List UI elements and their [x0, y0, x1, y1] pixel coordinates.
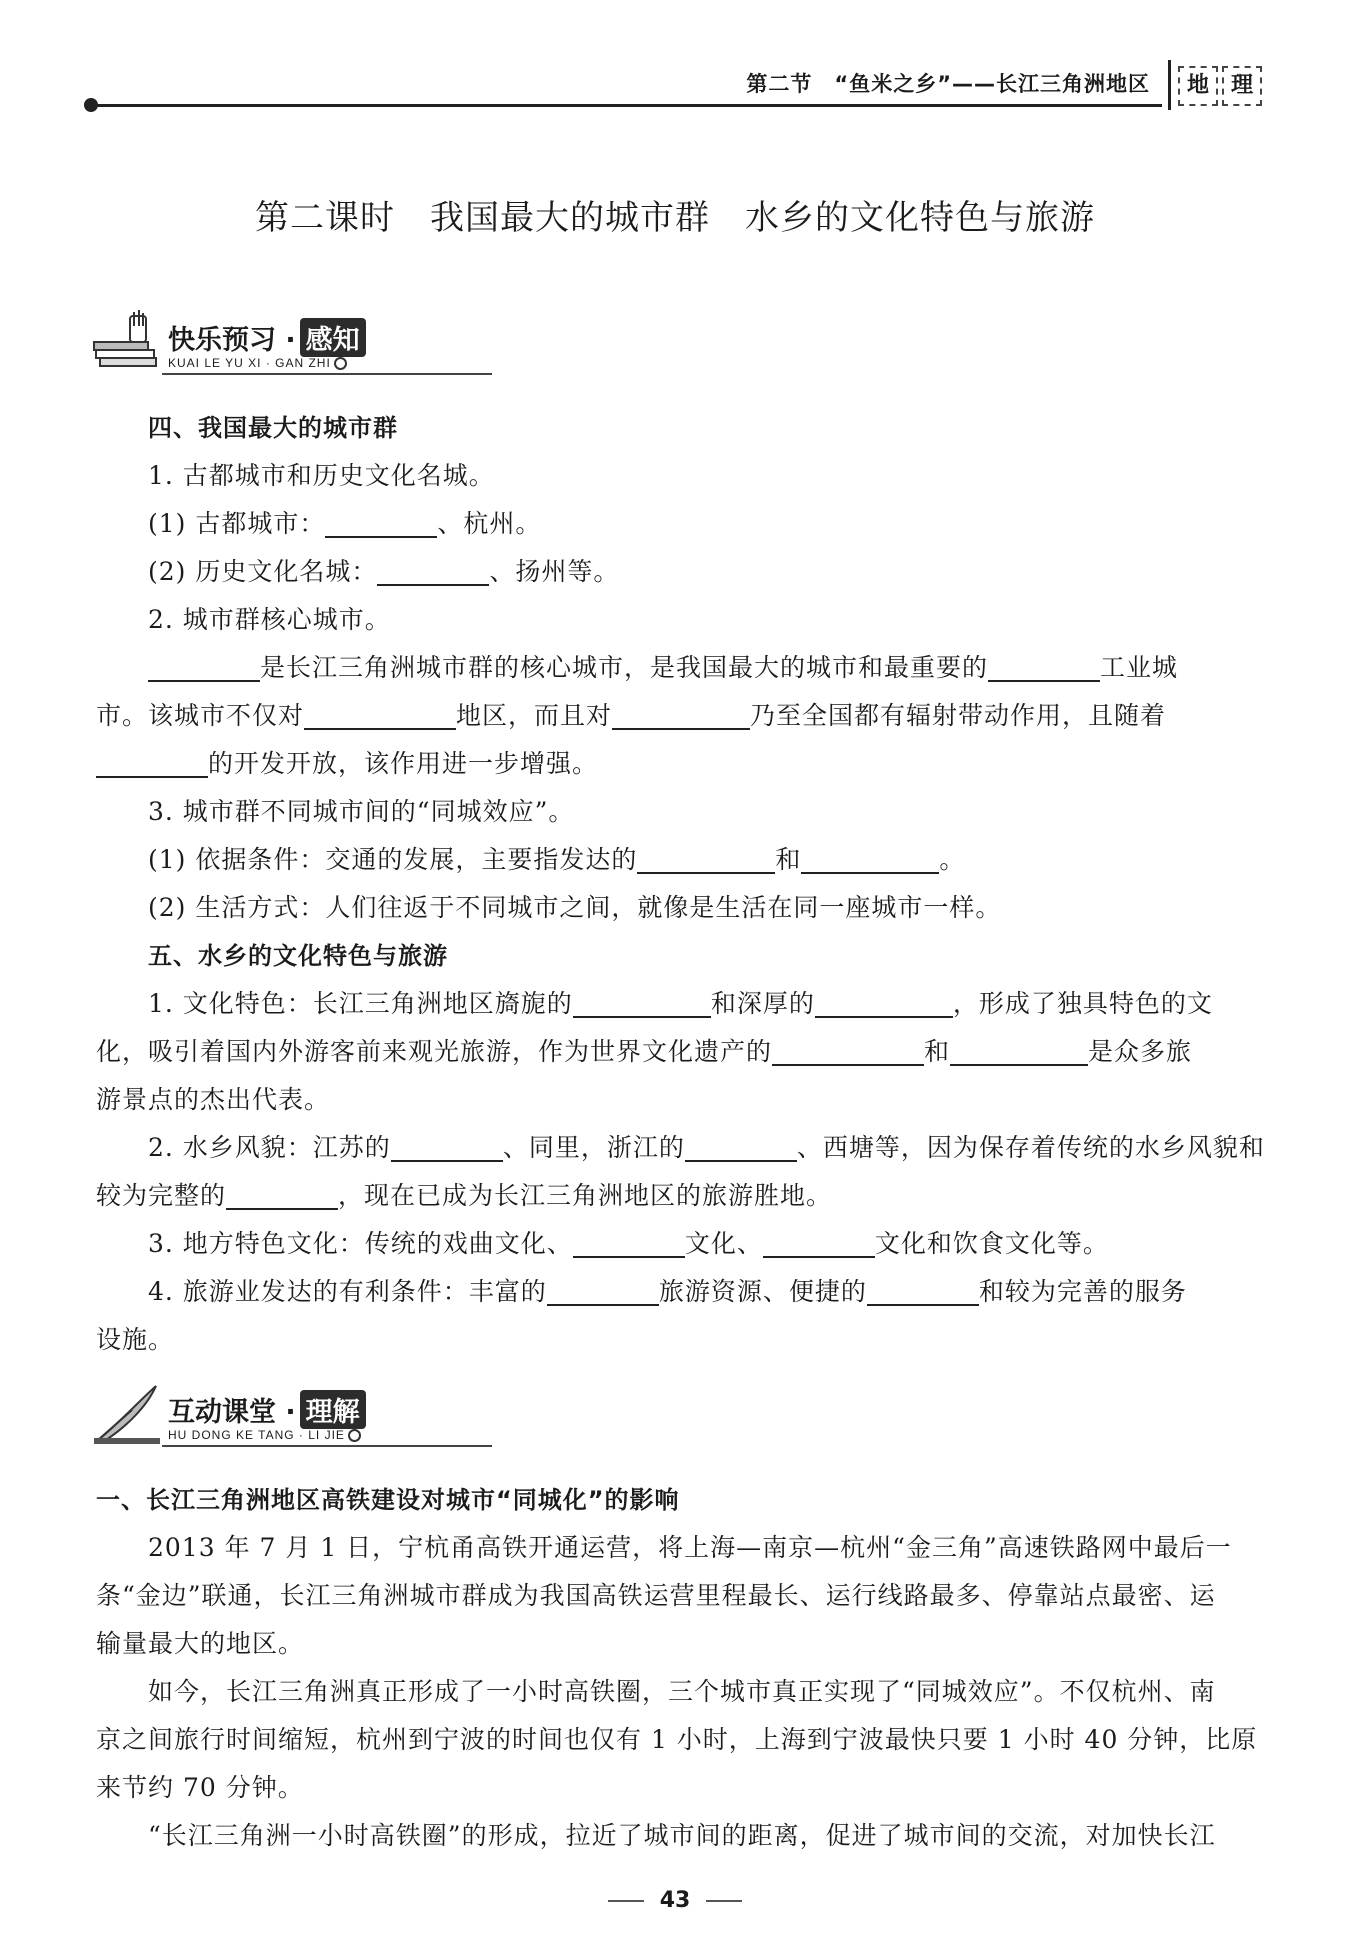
books-pencil-icon: [92, 310, 162, 374]
question-line: 是长江三角洲城市群的核心城市，是我国最大的城市和最重要的 工业城: [96, 644, 1266, 692]
answer-blank[interactable]: [988, 650, 1100, 682]
badge-pinyin: KUAI LE YU XI · GAN ZHI: [168, 356, 347, 370]
answer-blank[interactable]: [637, 842, 775, 874]
question-line: 3. 城市群不同城市间的“同城效应”。: [148, 797, 575, 826]
question-line: 1. 古都城市和历史文化名城。: [148, 461, 495, 490]
section-heading: 四、我国最大的城市群: [148, 414, 398, 442]
header-rule: [92, 104, 1162, 107]
running-header: 第二节 “鱼米之乡”——长江三角洲地区: [746, 72, 1150, 96]
question-line: 2. 城市群核心城市。: [148, 605, 391, 634]
question-line: (1) 依据条件：交通的发展，主要指发达的 和 。: [96, 836, 1266, 884]
question-line: (2) 历史文化名城： 、扬州等。: [96, 548, 1266, 596]
subject-char: 理: [1222, 66, 1262, 106]
badge-highlight: 理解: [300, 1390, 366, 1429]
answer-blank[interactable]: [148, 650, 260, 682]
question-line: 较为完整的 ，现在已成为长江三角洲地区的旅游胜地。: [96, 1172, 1266, 1220]
question-line: (1) 古都城市： 、杭州。: [96, 500, 1266, 548]
answer-blank[interactable]: [325, 506, 437, 538]
question-line: (2) 生活方式：人们往返于不同城市之间，就像是生活在同一座城市一样。: [148, 893, 1002, 922]
classroom-content: [96, 1476, 1266, 1860]
answer-blank[interactable]: [815, 986, 953, 1018]
question-line: 4. 旅游业发达的有利条件：丰富的 旅游资源、便捷的 和较为完善的服务: [96, 1268, 1266, 1316]
answer-blank[interactable]: [950, 1034, 1088, 1066]
answer-blank[interactable]: [685, 1130, 797, 1162]
question-line: 的开发开放，该作用进一步增强。: [96, 740, 1266, 788]
quill-pen-icon: [92, 1382, 162, 1446]
answer-blank[interactable]: [391, 1130, 503, 1162]
answer-blank[interactable]: [772, 1034, 924, 1066]
paragraph-line: “长江三角洲一小时高铁圈”的形成，拉近了城市间的距离，促进了城市间的交流，对加快长江: [148, 1821, 1216, 1850]
question-line: 1. 文化特色：长江三角洲地区旖旎的 和深厚的 ，形成了独具特色的文: [96, 980, 1266, 1028]
section-heading: 一、长江三角洲地区高铁建设对城市“同城化”的影响: [96, 1486, 680, 1514]
badge-highlight: 感知: [300, 318, 366, 357]
question-line: 市。该城市不仅对 地区，而且对 乃至全国都有辐射带动作用，且随着: [96, 692, 1266, 740]
question-line: 化，吸引着国内外游客前来观光旅游，作为世界文化遗产的 和 是众多旅: [96, 1028, 1266, 1076]
answer-blank[interactable]: [226, 1178, 338, 1210]
answer-blank[interactable]: [377, 554, 489, 586]
question-line: 游景点的杰出代表。: [96, 1085, 331, 1114]
answer-blank[interactable]: [612, 698, 750, 730]
paragraph-line: 如今，长江三角洲真正形成了一小时高铁圈，三个城市真正实现了“同城效应”。不仅杭州、南: [148, 1677, 1216, 1706]
subject-tag: [1178, 66, 1262, 106]
question-line: 2. 水乡风貌：江苏的 、同里，浙江的 、西塘等，因为保存着传统的水乡风貌和: [96, 1124, 1266, 1172]
answer-blank[interactable]: [304, 698, 456, 730]
paragraph-line: 输量最大的地区。: [96, 1629, 305, 1658]
subject-char: 地: [1178, 66, 1218, 106]
lesson-title: 第二课时 我国最大的城市群 水乡的文化特色与旅游: [255, 198, 1095, 238]
badge-underline: [162, 373, 492, 375]
paragraph-line: 2013 年 7 月 1 日，宁杭甬高铁开通运营，将上海—南京—杭州“金三角”高速铁路网中最后一: [148, 1533, 1232, 1562]
badge-pinyin: HU DONG KE TANG · LI JIE: [168, 1428, 361, 1442]
answer-blank[interactable]: [573, 986, 711, 1018]
page-number: 43: [0, 1888, 1350, 1913]
header-separator: [1168, 60, 1171, 110]
badge-title: 互动课堂 · 理解: [168, 1390, 366, 1429]
section-heading: 五、水乡的文化特色与旅游: [148, 942, 448, 970]
preview-content: [96, 404, 1266, 1364]
badge-underline: [162, 1445, 492, 1447]
paragraph-line: 京之间旅行时间缩短，杭州到宁波的时间也仅有 1 小时，上海到宁波最快只要 1 小时 40 分钟，比原: [96, 1725, 1258, 1754]
answer-blank[interactable]: [801, 842, 939, 874]
answer-blank[interactable]: [573, 1226, 685, 1258]
question-line: 设施。: [96, 1325, 175, 1354]
question-line: 3. 地方特色文化：传统的戏曲文化、 文化、 文化和饮食文化等。: [96, 1220, 1266, 1268]
badge-title: 快乐预习 · 感知: [168, 318, 366, 357]
answer-blank[interactable]: [96, 746, 208, 778]
answer-blank[interactable]: [867, 1274, 979, 1306]
answer-blank[interactable]: [547, 1274, 659, 1306]
answer-blank[interactable]: [763, 1226, 875, 1258]
paragraph-line: 条“金边”联通，长江三角洲城市群成为我国高铁运营里程最长、运行线路最多、停靠站点最密、运: [96, 1581, 1216, 1610]
paragraph-line: 来节约 70 分钟。: [96, 1773, 304, 1802]
